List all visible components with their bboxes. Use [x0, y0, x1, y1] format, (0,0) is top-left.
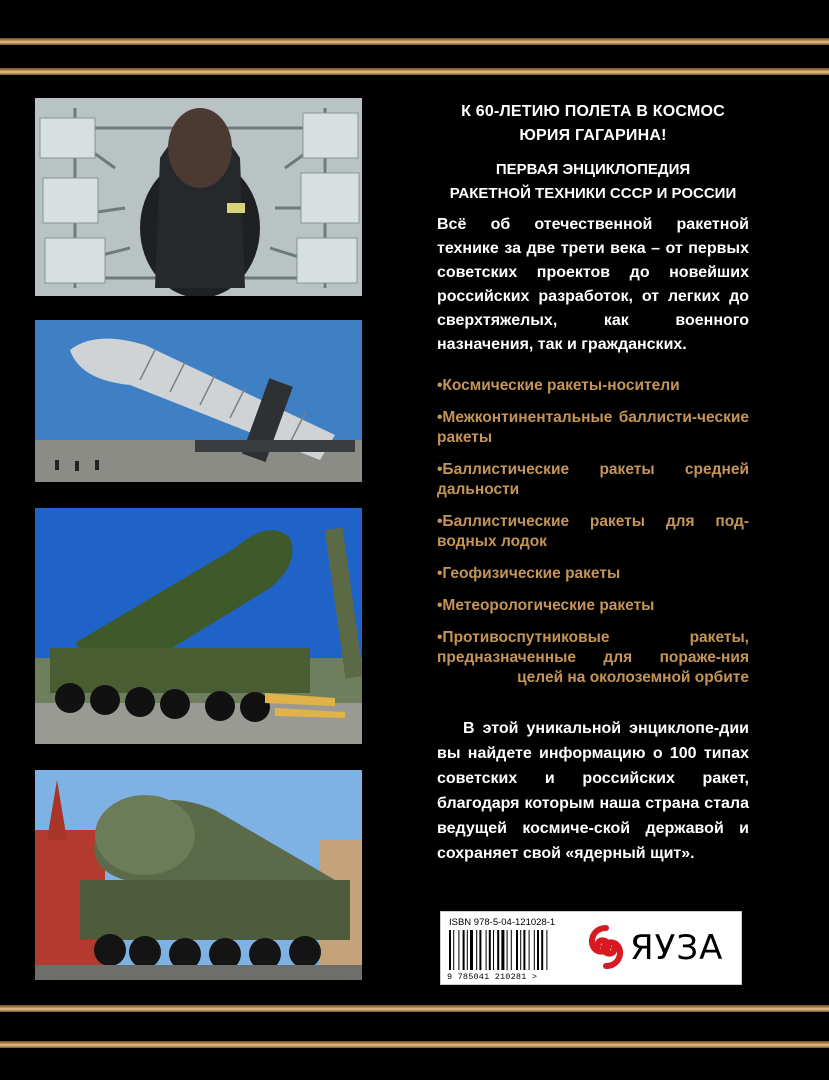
feature-item-slbm: •Баллистические ракеты для под-водных лодок — [437, 513, 749, 550]
feature-item-meteorological: •Метеорологические ракеты — [437, 597, 655, 614]
photo-missile-silo — [35, 98, 362, 296]
intro-paragraph: Всё об отечественной ракетной технике за две трети века – от первых советских проектов до новейших российских разработок, от легких до сверхтяжелых, как военного назначения, так и гражданских. — [437, 216, 749, 353]
feature-item-antisatellite: •Противоспутниковые ракеты, предназначенные для пораже-ния целей на околоземной орбите — [437, 629, 749, 686]
subheading-line-2: РАКЕТНОЙ ТЕХНИКИ СССР И РОССИИ — [449, 185, 737, 202]
subheading-line-1: ПЕРВАЯ ЭНЦИКЛОПЕДИЯ — [495, 161, 691, 178]
photo-missile-launcher — [35, 508, 362, 744]
outro-paragraph — [437, 716, 749, 866]
feature-item-irbm: •Баллистические ракеты средней дальности — [437, 461, 749, 498]
barcode — [449, 930, 581, 972]
feature-list — [437, 376, 749, 700]
barcode-panel — [440, 911, 742, 985]
headline-line-1: К 60-ЛЕТИЮ ПОЛЕТА В КОСМОС — [461, 103, 725, 120]
feature-item-icbm: •Межконтинентальные баллисти-ческие ракеты — [437, 409, 749, 446]
outro-text: В этой уникальной энциклопе-дии вы найдете информацию о 100 типах советских и российских ракет, благодаря которым наша страна стала ведущей космиче-ской державой и сохраняет свой «ядерный щит». — [437, 720, 749, 862]
feature-item-launch-vehicles: •Космические ракеты-носители — [437, 377, 680, 394]
bottom-gold-line-2 — [0, 1041, 829, 1048]
bottom-gold-line-1 — [0, 1005, 829, 1012]
publisher-swirl-icon — [586, 924, 626, 970]
top-gold-line-2 — [0, 68, 829, 75]
top-gold-line-1 — [0, 38, 829, 45]
isbn-label: ISBN 978-5-04-121028-1 — [449, 917, 556, 928]
publisher-name: ЯУЗА — [630, 928, 724, 968]
publisher-logo — [586, 922, 736, 974]
headline — [437, 100, 749, 148]
photo-parade-topol — [35, 770, 362, 980]
subheading — [437, 158, 749, 206]
headline-line-2: ЮРИЯ ГАГАРИНА! — [519, 127, 667, 144]
barcode-digits: 9 785041 210281 > — [447, 972, 538, 982]
feature-item-geophysical: •Геофизические ракеты — [437, 565, 621, 582]
photo-launch-vehicle — [35, 320, 362, 482]
